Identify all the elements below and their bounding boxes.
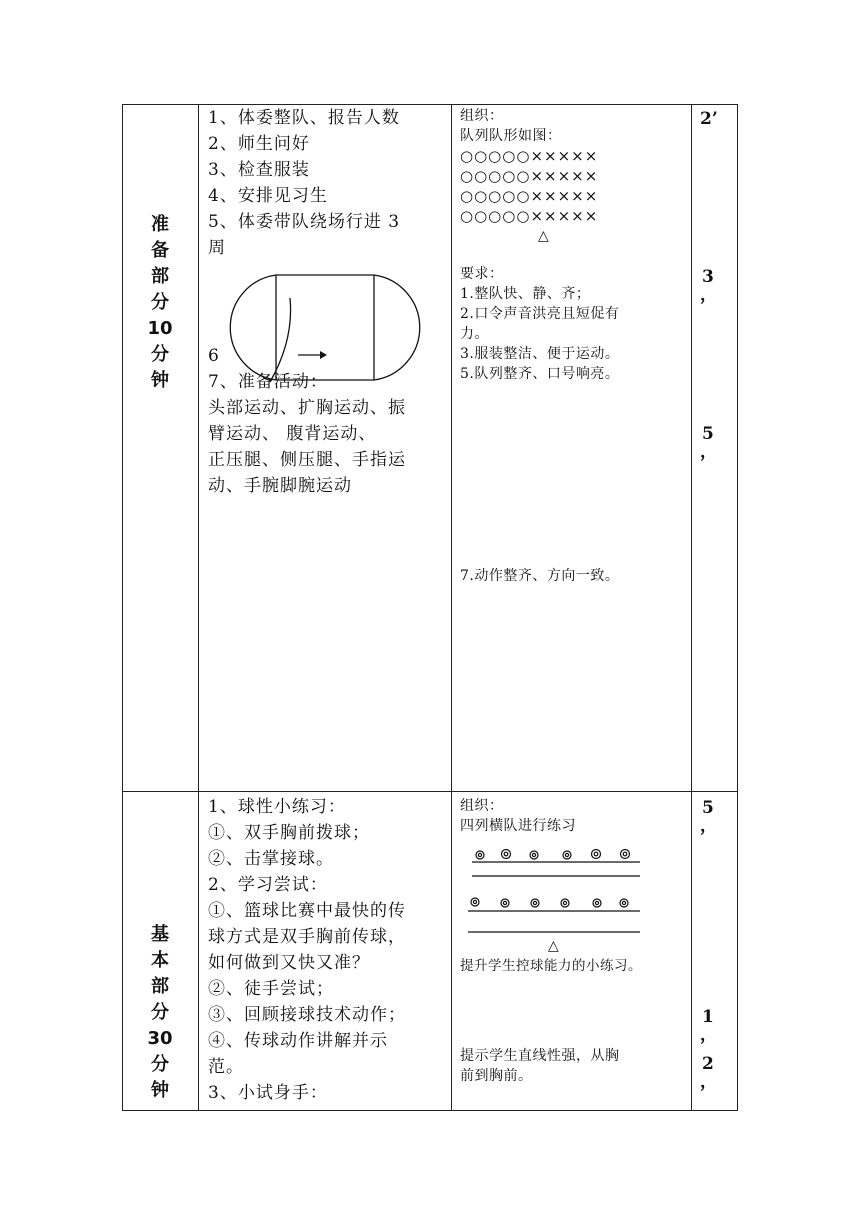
preparation-content: 1、体委整队、报告人数 2、师生问好 3、检查服装 4、安排见习生 5、体委带队绕场行进 3 周: [208, 108, 401, 258]
time-value: ，: [700, 285, 717, 305]
time-value: ，: [700, 1072, 717, 1092]
teacher-triangle: △: [538, 228, 550, 244]
teacher-triangle: △: [548, 938, 560, 954]
column-divider: [451, 104, 452, 1111]
preparation-organization: 组织： 队列队形如图： ○○○○○××××× ○○○○○××××× ○○○○○××××× ○○○○○××××× △ 要求： 1.整队快、静、齐； 2.口令声音洪亮且短促有 力。 3.服装整洁、便于运动。 5.队列整齐、口号响亮。: [460, 108, 620, 382]
partial-item-6: 6: [208, 346, 220, 366]
time-value: 3: [702, 267, 714, 287]
basic-organization: 组织： 四列横队进行练习: [460, 798, 576, 834]
time-value: 5: [702, 798, 714, 818]
basic-content: 1、球性小练习： ①、双手胸前拨球； ②、击掌接球。 2、学习尝试： ①、篮球比赛中最快的传 球方式是双手胸前传球， 如何做到又快又准？ ②、徒手尝试； ③、回顾接球技术动作； ④、传球动作讲解并示 范。 3、小试身手：: [208, 797, 406, 1103]
time-value: ，: [700, 1025, 717, 1045]
section-label-basic: 基 本 部 分 30 分 钟: [147, 924, 173, 1101]
lesson-plan-table: [122, 104, 738, 1111]
formation-row: ○○○○○×××××: [460, 207, 599, 225]
time-value: 1: [702, 1007, 714, 1027]
basic-note-straight-line: 提示学生直线性强，从胸 前到胸前。: [460, 1048, 620, 1084]
practice-formation-diagram: [462, 842, 642, 942]
time-value: ，: [700, 442, 717, 462]
row-divider: [122, 791, 738, 792]
time-value: 2: [702, 1054, 714, 1074]
time-value: ，: [700, 816, 717, 836]
formation-row: ○○○○○×××××: [460, 167, 599, 185]
formation-row: ○○○○○×××××: [460, 187, 599, 205]
time-value: 2’: [700, 109, 718, 129]
table-border-right: [737, 104, 738, 1111]
time-value: 5: [702, 424, 714, 444]
table-border-bottom: [122, 1110, 738, 1111]
section-label-preparation: 准 备 部 分 10 分 钟: [147, 214, 173, 391]
column-divider: [198, 104, 199, 1111]
preparation-content-warmup: 7、准备活动： 头部运动、扩胸运动、振 臂运动、 腹背运动、 正压腿、侧压腿、手指运 动、手腕脚腕运动: [208, 372, 406, 496]
basic-note-ball-control: 提升学生控球能力的小练习。: [460, 958, 642, 974]
preparation-note: 7.动作整齐、方向一致。: [460, 568, 620, 584]
column-divider: [691, 104, 692, 1111]
formation-row: ○○○○○×××××: [460, 147, 599, 165]
